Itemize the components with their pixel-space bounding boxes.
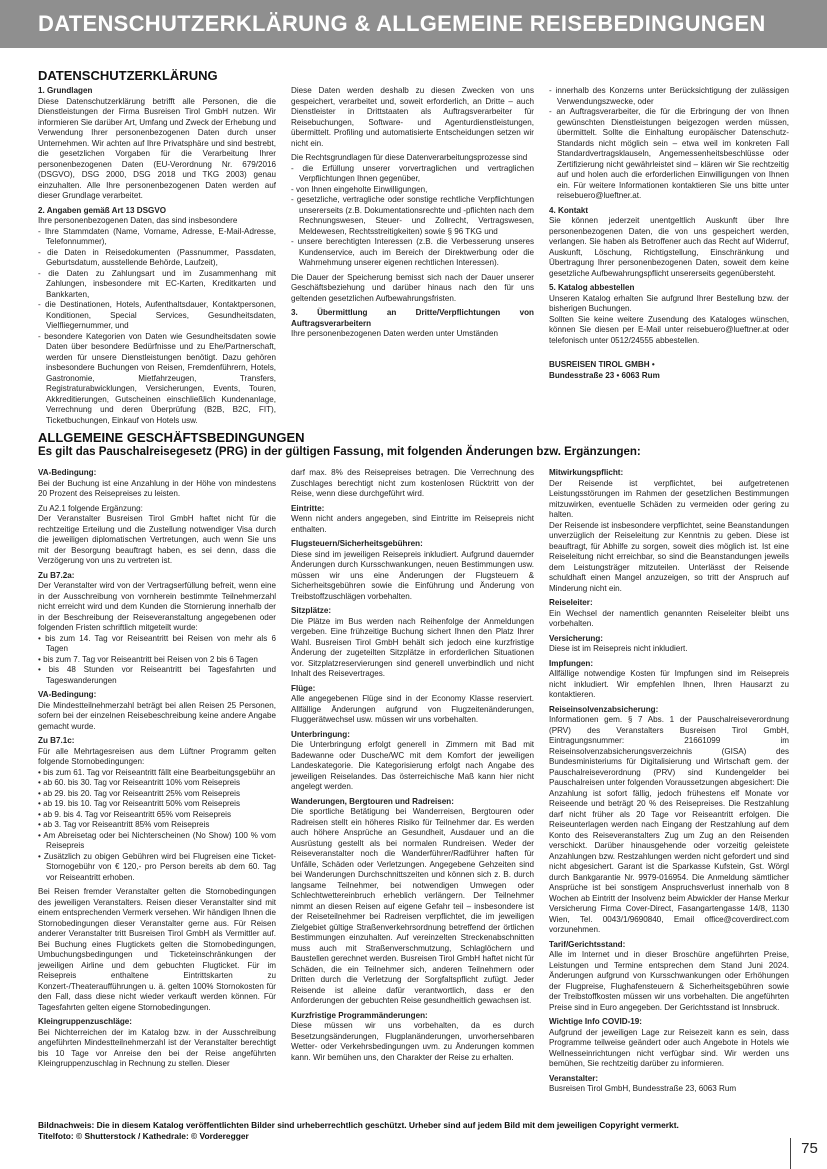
mitw-text1: Der Reisende ist verpflichtet, bei aufgetretenen Leistungsstörungen im Rahmen der gesetzlichen Bestimmungen mitzuwirken, eventuelle Schäden zu vermeiden oder gering zu halten.: [549, 478, 789, 519]
terms-column-1: [38, 468, 276, 1070]
list-item: • ab 3. Tag vor Reiseantritt 85% vom Reisepreis: [38, 820, 276, 831]
eintritte-title: Eintritte:: [291, 503, 325, 513]
list-item: • bis zum 14. Tag vor Reiseantritt bei Reisen von mehr als 6 Tagen: [38, 634, 276, 655]
list-item: - an Auftragsverarbeiter, die für die Erbringung der von Ihnen gewünschten Dienstleistungen beigezogen werden müssen, übermittelt. Sollte die Einhaltung europäischer Datenschutz-Standards nicht möglich sein – etwa weil im konkreten Fall Standardvertragsklauseln, Angemessenheitsbeschlüsse oder Zertifizierung nicht gewährleistet sind – klären wir Sie rechtzeitig auf und holen auch die erforderlichen Einwilligungen von Ihnen ein. Für weitere Informationen kontaktieren Sie uns bitte unter reisebuero@lueftner.at.: [549, 107, 789, 202]
vers-text: Diese ist im Reisepreis nicht inkludiert.: [549, 644, 688, 653]
terms-subtitle: Es gilt das Pauschalreisegesetz (PRG) in der gültigen Fassung, mit folgenden Änderungen bzw. Ergänzungen:: [38, 446, 641, 458]
privacy-s5-text1: Unseren Katalog erhalten Sie aufgrund Ihrer Bestellung bzw. der bisherigen Buchungen.: [549, 293, 789, 313]
b72a-list: [38, 634, 276, 687]
a21-text: Der Veranstalter Busreisen Tirol GmbH haftet nicht für die rechtzeitige Erteilung und die Zustellung notwendiger Visa durch die jeweiligen diplomatischen Vertretungen, auch wenn Sie uns mit der Besorgung beauftragt haben, es sei denn, dass die Verzögerung von uns zu vertreten ist.: [38, 514, 276, 565]
covid-title: Wichtige Info COVID-19:: [549, 1017, 643, 1026]
ver-text: Busreisen Tirol GmbH, Bundesstraße 23, 6063 Rum: [549, 1084, 737, 1093]
list-item: - die Daten in Reisedokumenten (Passnummer, Passdaten, Geburtsdatum, ausstellende Behörde, Laufzeit),: [38, 248, 276, 269]
impf-text: Allfällige notwendige Kosten für Impfungen sind im Reisepreis nicht inkludiert. Wir empfehlen Ihnen, Ihren Hausarzt zu kontaktieren.: [549, 669, 789, 699]
privacy-s3-title: 3. Übermittlung an Dritte/Verpflichtungen von Auftragsverarbeitern: [291, 308, 534, 328]
page-title: DATENSCHUTZERKLÄRUNG & ALLGEMEINE REISEBEDINGUNGEN: [38, 11, 766, 36]
footer-credits: [38, 1120, 768, 1142]
rl-text: Ein Wechsel der namentlich genannten Reiseleiter bleibt uns vorbehalten.: [549, 608, 789, 628]
privacy-s2-storage: Die Dauer der Speicherung bemisst sich nach der Dauer unserer Geschäftsbeziehung und darüber hinaus nach den für uns geltenden gesetzlichen Aufbewahrungsfristen.: [291, 272, 534, 303]
va2-text: Die Mindestteilnehmerzahl beträgt bei allen Reisen 25 Personen, sofern bei der einzelnen Reisebeschreibung keine andere Angabe gemacht wurde.: [38, 700, 276, 731]
privacy-s5-title: 5. Katalog abbestellen: [549, 283, 635, 292]
b71c-text: Für alle Mehrtagesreisen aus dem Lüftner Programm gelten folgende Stornobedingungen:: [38, 746, 276, 766]
privacy-s2-intro: Ihre personenbezogenen Daten, das sind insbesondere: [38, 216, 238, 225]
privacy-s2-text2: Diese Daten werden deshalb zu diesen Zwecken von uns gespeichert, verarbeitet und, soweit erforderlich, an Dritte – auch Dienstleister in Drittstaaten als Auftragsverarbeiter für Reisebuchungen, Software- und Agenturdienstleistungen, übermittelt. Profiling und automatisierte Entscheidungen setzen wir nicht ein.: [291, 86, 534, 148]
mitw-title: Mitwirkungspflicht:: [549, 468, 624, 477]
list-item: - innerhalb des Konzerns unter Berücksichtigung der zulässigen Verwendungszwecke, oder: [549, 86, 789, 107]
list-item: - die Daten zu Zahlungsart und im Zusammenhang mit Zahlungen, insbesondere mit EC-Karten, Kreditkarten und Bankkarten,: [38, 269, 276, 301]
privacy-s3-text: Ihre personenbezogenen Daten werden unter Umständen: [291, 329, 498, 338]
wander-title: Wanderungen, Bergtouren und Radreisen:: [291, 796, 454, 806]
list-item: - unsere berechtigten Interessen (z.B. die Verbesserung unseres Kundenservice, auch im Bereich der Direktwerbung oder die Wahrnehmung unserer eigenen rechtlichen Interessen).: [291, 237, 534, 269]
footer-line-2: Titelfoto: © Shutterstock / Kathedrale: © Vorderegger: [38, 1131, 249, 1141]
fluege-title: Flüge:: [291, 683, 316, 693]
ver-title: Veranstalter:: [549, 1073, 599, 1083]
covid-text: Aufgrund der jeweiligen Lage zur Reisezeit kann es sein, dass Programme teilweise geändert oder auch Angebote in Hotels wie Wellnesseinrichtungen nicht verfügbar sind. Wir werden uns bemühen, Sie rechtzeitig darüber zu informieren.: [549, 1027, 789, 1068]
flug-text: Diese sind im jeweiligen Reisepreis inkludiert. Aufgrund dauernder Änderungen durch Kursschwankungen, neuen Bestimmungen usw. müssen wir uns eine Änderungen der Flugsteuern & Sicherheitsgebühren sowie die Einführung und Änderung von Treibstoffzuschlägen vorbehalten.: [291, 549, 534, 601]
kurz-title: Kurzfristige Programmänderungen:: [291, 1010, 428, 1020]
company-address: Bundesstraße 23 • 6063 Rum: [549, 370, 660, 380]
privacy-s4-title: 4. Kontakt: [549, 205, 589, 215]
page-number: 75: [790, 1138, 827, 1169]
fluege-text: Alle angegebenen Flüge sind in der Economy Klasse reserviert. Allfällige Änderungen aufgrund von Flugzeitenänderungen, Fluggerätwechsel usw. müssen wir uns vorbehalten.: [291, 694, 534, 724]
terms-column-3: [549, 468, 789, 1099]
list-item: • ab 29. bis 20. Tag vor Reiseantritt 25% vom Reisepreis: [38, 789, 276, 800]
privacy-s5-text2: Sollten Sie keine weitere Zusendung des Kataloges wünschen, können Sie diesen per E-Mail unter reisebuero@lueftner.at oder telefonisch unter 0512/24555 abbestellen.: [549, 314, 789, 345]
b72a-title: Zu B7.2a:: [38, 570, 75, 580]
list-item: - gesetzliche, vertragliche oder sonstige rechtliche Verpflichtungen unsererseits (z.B. Dokumentationsrechte und -pflichten nach dem Rechnungswesen, Steuer- und Zollrecht, Vertragswesen, Meldewesen, Rechtsstreitigkeiten) sowie § 96 TKG und: [291, 195, 534, 237]
privacy-s2-title: 2. Angaben gemäß Art 13 DSGVO: [38, 205, 167, 215]
privacy-title: DATENSCHUTZERKLÄRUNG: [38, 68, 218, 83]
klein-text-cont: darf max. 8% des Reisepreises betragen. Die Verrechnung des Zuschlages berechtigt nicht zum kostenlosen Rücktritt von der Reise, wenn diese durchgeführt wird.: [291, 468, 534, 498]
list-item: - die Erfüllung unserer vorvertraglichen und vertraglichen Verpflichtungen Ihnen gegenüber,: [291, 164, 534, 185]
list-item: • bis zum 7. Tag vor Reiseantritt bei Reisen von 2 bis 6 Tagen: [38, 655, 276, 666]
klein-title: Kleingruppenzuschläge:: [38, 1017, 132, 1026]
list-item: - von Ihnen eingeholte Einwilligungen,: [291, 185, 534, 196]
list-item: • Am Abreisetag oder bei Nichterscheinen (No Show) 100 % vom Reisepreis: [38, 831, 276, 852]
terms-title: ALLGEMEINE GESCHÄFTSBEDINGUNGEN: [38, 430, 305, 445]
tarif-title: Tarif/Gerichtsstand:: [549, 939, 626, 949]
privacy-column-3: [549, 86, 789, 381]
footer-line-1: Bildnachweis: Die in diesem Katalog veröffentlichten Bilder sind urheberrechtlich geschützt. Urheber sind auf jedem Bild mit dem jeweiligen Copyright vermerkt.: [38, 1120, 679, 1130]
list-item: • ab 19. bis 10. Tag vor Reiseantritt 50% vom Reisepreis: [38, 799, 276, 810]
privacy-s2-basis: Die Rechtsgrundlagen für diese Datenverarbeitungsprozesse sind: [291, 153, 528, 162]
tarif-text: Alle im Internet und in dieser Broschüre angeführten Preise, Leistungen und Termine entsprechen dem Stand Juni 2024. Änderungen aufgrund von Kursschwankungen oder Erhöhungen der Flugpreise, Flughafensteuern & Sicherheitsgebühren sowie der Treibstoffkosten müssen wir uns vorbehalten. Die angeführten Preise sind in Euro angegeben. Der Gerichtsstand ist Innsbruck.: [549, 950, 789, 1012]
list-item: - die Destinationen, Hotels, Aufenthaltsdauer, Kontaktpersonen, Konditionen, Special Services, Gesundheitsdaten, Vielfliegernummer, und: [38, 300, 276, 332]
list-item: • ab 60. bis 30. Tag vor Reiseantritt 10% vom Reisepreis: [38, 778, 276, 789]
list-item: • Zusätzlich zu obigen Gebühren wird bei Flugreisen eine Ticket-Stornogebühr von € 120,- pro Person bereits ab dem 60. Tag vor Reiseantritt erhoben.: [38, 852, 276, 884]
sitz-text: Die Plätze im Bus werden nach Reihenfolge der Anmeldungen vergeben. Eine frühzeitige Buchung sichert Ihnen den Platz Ihrer Wahl. Busreisen Tirol GmbH behält sich jedoch eine kurzfristige Änderung der zugeteilten Sitzplätze in erforderlichen Situationen vor. Sitzplatzreservierungen sind generell unverbindlich und nicht Inhalt des Reisevertrages.: [291, 616, 534, 678]
wander-text: Die sportliche Betätigung bei Wanderreisen, Bergtouren oder Radreisen stellt ein höheres Risiko für Teilnehmer dar. Es werden auch höhere Ansprüche an Gesundheit, Ausdauer und an die Ausrüstung gestellt als bei normalen Rundreisen. Weder der Reiseveranstalter noch die Wanderführer/Radführer haften für Unfälle, Schäden oder Verletzungen. Angegebene Gehzeiten sind bei Wanderungen Durchschnittszeiten und können sich z. B. durch langsame Teilnehmer, bei notwendigen Umwegen oder Schlechtwettereinbruch erheblich verlängern. Der Teilnehmer nimmt an diesen Reisen auf eigene Gefahr teil – insbesondere ist der Reiseteilnehmer bei Radreisen verpflichtet, die im jeweiligen Zielgebiet gültige Straßenverkehrsordnung betreffend der örtlichen Bestimmungen einzuhalten. Auf vereinzelten Streckenabschnitten muss auch mit Straßenverschmutzung, Schlaglöchern und Baustellen gerechnet werden. Busreisen Tirol GmbH haftet nicht für Schäden, die ein Teilnehmer sich, anderen Teilnehmern oder Dritten durch die Verletzung der Sorgfaltspflicht zufügt. Jeder Reisende ist alleine dafür verantwortlich, dass er den Anforderungen der gebuchten Reise gesundheitlich gewachsen ist.: [291, 807, 534, 1005]
rl-title: Reiseleiter:: [549, 598, 593, 607]
klein-text: Bei Nichterreichen der im Katalog bzw. in der Ausschreibung angeführten Mindestteilnehmerzahl ist der Veranstalter berechtigt bis 10 Tage vor Anreise den bei der Reise angeführten Kleingruppenzuschlag in Rechnung zu stellen. Dieser: [38, 1027, 276, 1068]
unter-title: Unterbringung:: [291, 729, 350, 739]
vers-title: Versicherung:: [549, 633, 603, 643]
eintritte-text: Wenn nicht anders angegeben, sind Eintritte im Reisepreis nicht enthalten.: [291, 514, 534, 534]
privacy-column-2: [291, 86, 534, 340]
a21-title: Zu A2.1 folgende Ergänzung:: [38, 503, 143, 513]
b71c-title: Zu B7.1c:: [38, 736, 75, 745]
list-item: • bis zum 61. Tag vor Reiseantritt fällt eine Bearbeitungsgebühr an: [38, 768, 276, 779]
privacy-s4-text: Sie können jederzeit unentgeltlich Auskunft über Ihre personenbezogenen Daten, die von uns gespeichert werden, verlangen. Sie haben als Betroffener auch das Recht auf Widerruf, Auskunft, Löschung, Richtigstellung, Einschränkung und Übertragung Ihrer personenbezogenen Daten, soweit dem keine gesetzliche Aufbewahrungspflicht unsererseits gegenübersteht.: [549, 216, 789, 278]
list-item: - besondere Kategorien von Daten wie Gesundheitsdaten sowie Daten über besondere Bedürfnisse und zu Ehe/Partnerschaft, werden für unsere Dienstleistungen benötigt. Dazu gehören insbesondere Buchungen von Reisen, Fremdenführern, Hotels, Gastronomie, Mietfahrzeugen, Transfers, Registraturabwicklungen, Versicherungen, Events, Touren, Akkreditierungen, Gutscheinen einschließlich Kundenanlage, Verrechnung und deren Überprüfung (B2B, B2C, FIT), Ticketbuchungen, Einkauf von Hotels usw.: [38, 332, 276, 427]
mitw-text2: Der Reisende ist insbesondere verpflichtet, seine Beanstandungen unverzüglich der Reiseleitung zur Kenntnis zu geben. Diese ist beauftragt, für Abhilfe zu sorgen, soweit dies möglich ist. Ist eine Reiseleitung nicht erreichbar, so sind die Beanstandungen jeweils dem Leistungsträger mitzuteilen. Unterlässt der Reisende schuldhaft einen Mangel anzuzeigen, so tritt der Anspruch auf Minderung nicht ein.: [549, 520, 789, 593]
privacy-s2-list: [38, 227, 276, 427]
list-item: - Ihre Stammdaten (Name, Vorname, Adresse, E-Mail-Adresse, Telefonnummer),: [38, 227, 276, 248]
b72a-text: Der Veranstalter wird von der Vertragserfüllung befreit, wenn eine in der Ausschreibung von vornherein bestimmte Teilnehmerzahl nicht erreicht wird und dem Kunden die Stornierung innerhalb der in der Beschreibung der Reiseveranstaltung angegebenen oder folgenden Fristen schriftlich mitgeteilt wurde:: [38, 581, 276, 632]
b71c-list: [38, 768, 276, 884]
list-item: • bis 48 Stunden vor Reiseantritt bei Tagesfahrten und Tageswanderungen: [38, 665, 276, 686]
privacy-s1-text: Diese Datenschutzerklärung betrifft alle Personen, die die Dienstleistungen der Firma Busreisen Tirol GmbH nutzen. Wir informieren Sie darüber Art, Umfang und Zweck der Erhebung und Verwendung Ihrer personenbezogenen Daten durch unser Unternehmen. Wir achten auf Ihre Privatsphäre und sind bestrebt, die gesetzlichen Vorgaben für die Verarbeitung Ihrer personenbezogenen Daten (EU-Verordnung Nr. 679/2016 (DSGVO), DSG 2000, DSG 2018 und TKG 2003) genau einzuhalten. Alle Ihre personenbezogenen Daten werden auf dieser Grundlage verarbeitet.: [38, 96, 276, 200]
ins-text: Informationen gem. § 7 Abs. 1 der Pauschalreiseverordnung (PRV) des Veranstalters Busreisen Tirol GmbH, Eintragungsnummer: 21661099 im Reiseinsolvenzabsicherungsverzeichnis (GISA) des Bundesministeriums für Digitalisierung und Wirtschaft gem. der Pauschalreiseverordnung (PRV) sind Kundengelder bei Pauschalreisen unter folgenden Voraussetzungen abgesichert: Die Anzahlung ist sofort fällig, jedoch frühestens elf Monate vor Reiseende und beträgt 20 % des Reisepreises. Die Restzahlung darf nicht früher als 20 Tage vor Reiseantritt erfolgen. Die Reiseunterlagen werden nach Eingang der Restzahlung auf dem Konto des Reiseveranstalters Zug um Zug an den Reisenden verschickt. Darüber hinausgehende oder vorzeitig geleistete Anzahlungen bzw. Restzahlungen werden nicht gefordert und sind nicht abgesichert. Garant ist die Sparkasse Kufstein, Gst. Wörgl durch Bankgarantie Nr. 9979-016954. Die Anmeldung sämtlicher Ansprüche ist bei sonstigem Anspruchsverlust innerhalb von 8 Wochen ab Eintritt der Insolvenz beim Abwickler der Hanse Merkur Versicherung Firma Cover-Direct, Fasangartengasse 14/8, 1130 Wien, Tel. 0043/1/9690840, Email office@coverdirect.com vorzunehmen.: [549, 715, 789, 934]
privacy-s1-title: 1. Grundlagen: [38, 86, 93, 95]
terms-column-2: [291, 468, 534, 1067]
privacy-column-1: [38, 86, 276, 430]
impf-title: Impfungen:: [549, 658, 594, 668]
flug-title: Flugsteuern/Sicherheitsgebühren:: [291, 539, 423, 548]
privacy-s3-list: [549, 86, 789, 202]
ins-title: Reiseinsolvenzabsicherung:: [549, 704, 659, 714]
unter-text: Die Unterbringung erfolgt generell in Zimmern mit Bad mit Badewanne oder Dusche/WC mit dem Komfort der jeweiligen Landeskategorie. Die Kategorisierung erfolgt nach Angabe des jeweiligen Reiselandes. Das österreichische Maß kann hier nicht angelegt werden.: [291, 740, 534, 791]
privacy-s2-basis-list: [291, 164, 534, 269]
va2-title: VA-Bedingung:: [38, 690, 97, 699]
va-title: VA-Bedingung:: [38, 468, 97, 477]
list-item: • ab 9. bis 4. Tag vor Reiseantritt 65% vom Reisepreis: [38, 810, 276, 821]
b71c-text2: Bei Reisen fremder Veranstalter gelten die Stornobedingungen des jeweiligen Veranstalters. Reisen dieser Veranstalter sind mit einem entsprechenden Vermerk versehen. Wir händigen Ihnen die Stornobedingungen dieser Veranstalter gerne aus. Für Reisen anderer Veranstalter tritt Busreisen Tirol GmbH als Vermittler auf. Bei Buchung eines Flugtickets gelten die Stornobedingungen, Umbuchungsbedingungen und Ticketeinschränkungen der jeweiligen Airline und dem gebuchten Flugticket. Für im Reisepreis enthaltene Eintrittskarten zu Konzert-/Theateraufführungen u. ä. gelten 100% Stornokosten für den Fall, dass diese nicht wieder verkauft werden können. Für Tagesfahrten gelten eigene Stornobedingungen.: [38, 887, 277, 1012]
va-text: Bei der Buchung ist eine Anzahlung in der Höhe von mindestens 20 Prozent des Reisepreises zu leisten.: [38, 478, 276, 498]
kurz-text: Diese müssen wir uns vorbehalten, da es durch Besetzungsänderungen, Flugplanänderungen, unvorhersehbaren Wetter- oder Verkehrsbedingungen uvm. zu Änderungen kommen kann. Wir bemühen uns, den Charakter der Reise zu erhalten.: [291, 1021, 534, 1062]
header-banner: [0, 0, 827, 48]
company-name: BUSREISEN TIROL GMBH •: [549, 360, 655, 369]
sitz-title: Sitzplätze:: [291, 606, 332, 615]
